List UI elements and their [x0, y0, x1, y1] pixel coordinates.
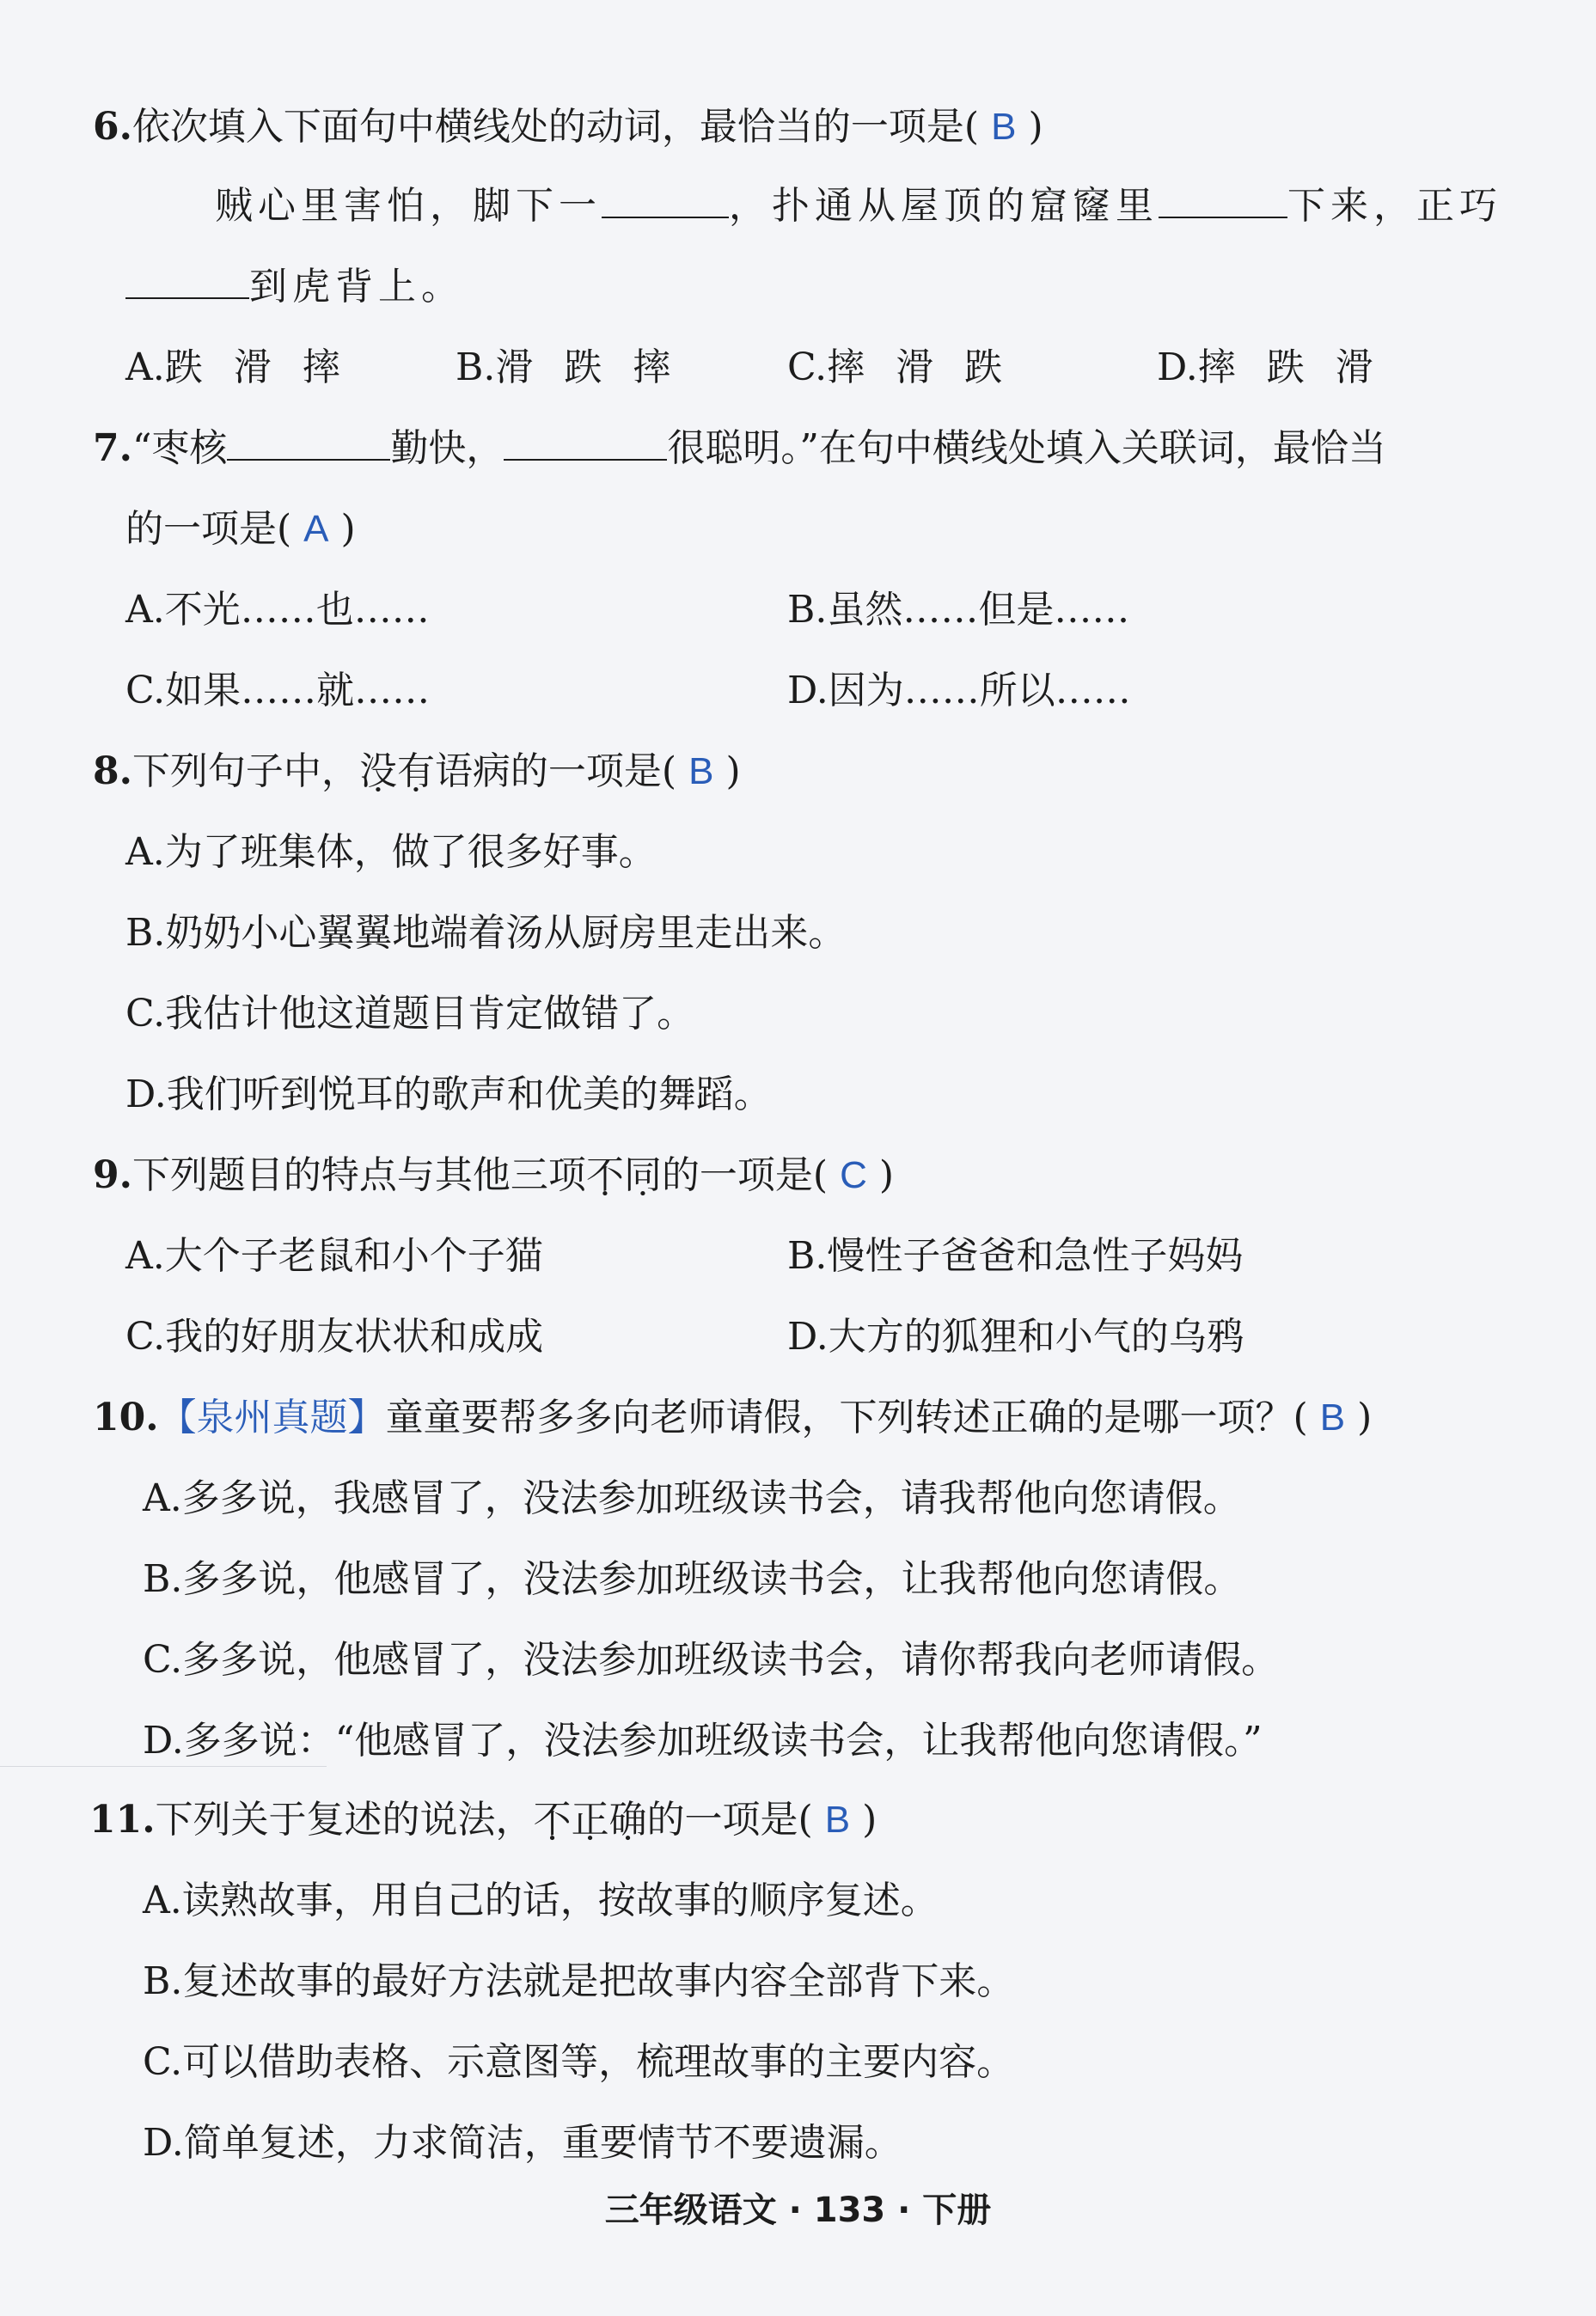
q10-option-d[interactable]: D.多多说：“他感冒了，没法参加班级读书会，让我帮他向您请假。” — [143, 1719, 1263, 1763]
q11-option-a[interactable]: A.读熟故事，用自己的话，按故事的顺序复述。 — [143, 1879, 939, 1922]
q6-passage-a: 贼心里害怕，脚下一 — [215, 184, 602, 228]
q7-stem-a: “枣核 — [131, 426, 228, 470]
q8-stem-a: 下列句子中， — [131, 749, 359, 793]
q7-stem-line2 — [0, 505, 1596, 553]
q6-option-d[interactable]: D.摔 跌 滑 — [1157, 345, 1373, 389]
q9-option-b[interactable]: B.慢性子爸爸和急性子妈妈 — [787, 1234, 1244, 1278]
q7-option-b[interactable]: B.虽然……但是…… — [787, 588, 1130, 632]
q6-option-b[interactable]: B.滑 跌 摔 — [456, 345, 671, 389]
q6-answer: B — [991, 106, 1017, 148]
q11-emphasis-2: 正 — [571, 1798, 609, 1842]
q7-stem-c: 很聪明。”在句中横线处填入关联词，最恰当 — [667, 426, 1386, 470]
q9-stem-b: 的一项是( — [661, 1153, 829, 1197]
q6-blank-1 — [602, 182, 729, 218]
q6-stem — [0, 103, 1596, 151]
q6-passage-line1 — [0, 182, 1596, 230]
q8-option-a[interactable]: A.为了班集体，做了很多好事。 — [125, 830, 657, 874]
q11-stem-b: 的一项是( — [646, 1798, 813, 1842]
q7-answer: A — [303, 508, 329, 550]
q8-close: ) — [725, 749, 741, 793]
q7-stem — [0, 425, 1596, 473]
q9-emphasis-1: 不 — [585, 1153, 624, 1197]
q8-number: 8. — [93, 749, 132, 793]
scan-divider — [0, 1766, 327, 1767]
q10-option-b[interactable]: B.多多说，他感冒了，没法参加班级读书会，让我帮他向您请假。 — [143, 1557, 1242, 1601]
q6-stem-text: 依次填入下面句中横线处的动词，最恰当的一项是( — [131, 105, 980, 149]
q11-emphasis-1: 不 — [533, 1798, 572, 1842]
q7-blank-1 — [227, 425, 390, 461]
q7-option-a[interactable]: A.不光……也…… — [125, 588, 430, 632]
page-footer: 三年级语文 · 133 · 下册 — [604, 2191, 992, 2230]
q10-close: ) — [1357, 1396, 1373, 1439]
q6-option-c[interactable]: C.摔 滑 跌 — [787, 345, 1003, 389]
q9-option-c[interactable]: C.我的好朋友状状和成成 — [125, 1315, 544, 1359]
q10-source-tag: 【泉州真题】 — [158, 1396, 386, 1439]
q11-stem-a: 下列关于复述的说法， — [155, 1798, 534, 1842]
q10-number: 10. — [93, 1396, 159, 1439]
q8-stem — [0, 748, 1596, 796]
q9-stem — [0, 1152, 1596, 1200]
q6-passage-line2 — [0, 263, 1596, 311]
q7-stem-b: 勤快， — [390, 426, 504, 470]
q10-option-a[interactable]: A.多多说，我感冒了，没法参加班级读书会，请我帮他向您请假。 — [143, 1476, 1241, 1520]
q10-stem — [0, 1394, 1596, 1442]
q7-number: 7. — [93, 426, 132, 470]
q11-close: ) — [862, 1798, 877, 1842]
q8-answer: B — [688, 750, 714, 792]
q8-option-b[interactable]: B.奶奶小心翼翼地端着汤从厨房里走出来。 — [125, 911, 847, 955]
q11-option-b[interactable]: B.复述故事的最好方法就是把故事内容全部背下来。 — [143, 1959, 1015, 2003]
q11-emphasis-3: 确 — [608, 1798, 647, 1842]
q10-stem-text: 童童要帮多多向老师请假，下列转述正确的是哪一项？( — [385, 1396, 1308, 1439]
q7-stem-d: 的一项是( — [125, 507, 292, 551]
q11-answer: B — [824, 1799, 851, 1841]
q9-option-a[interactable]: A.大个子老鼠和小个子猫 — [125, 1234, 543, 1278]
q7-blank-2 — [504, 425, 667, 461]
q7-option-c[interactable]: C.如果……就…… — [125, 669, 431, 712]
q6-blank-3 — [125, 263, 249, 299]
q8-emphasis-2: 有 — [396, 749, 435, 793]
q10-answer: B — [1319, 1396, 1346, 1439]
q6-option-a[interactable]: A.跌 滑 摔 — [125, 345, 340, 389]
q9-number: 9. — [93, 1153, 132, 1197]
q9-stem-a: 下列题目的特点与其他三项 — [131, 1153, 586, 1197]
q6-number: 6. — [93, 105, 132, 149]
q8-stem-b: 语病的一项是( — [434, 749, 677, 793]
q6-close: ) — [1028, 105, 1043, 149]
q11-number: 11. — [89, 1798, 156, 1842]
q11-stem — [0, 1796, 1596, 1844]
q7-close: ) — [340, 507, 356, 551]
q11-option-d[interactable]: D.简单复述，力求简洁，重要情节不要遗漏。 — [143, 2121, 902, 2165]
q10-option-c[interactable]: C.多多说，他感冒了，没法参加班级读书会，请你帮我向老师请假。 — [143, 1638, 1280, 1682]
q9-emphasis-2: 同 — [623, 1153, 662, 1197]
q9-answer: C — [840, 1154, 867, 1196]
q6-passage-c: 下来，正巧 — [1287, 184, 1502, 228]
q8-emphasis-1: 没 — [358, 749, 397, 793]
q6-passage-d: 到虎背上。 — [249, 265, 464, 309]
q9-close: ) — [878, 1153, 895, 1197]
q8-option-d[interactable]: D.我们听到悦耳的歌声和优美的舞蹈。 — [125, 1072, 772, 1116]
q6-blank-2 — [1159, 182, 1287, 218]
q8-option-c[interactable]: C.我估计他这道题目肯定做错了。 — [125, 992, 695, 1036]
q11-option-c[interactable]: C.可以借助表格、示意图等，梳理故事的主要内容。 — [143, 2040, 1015, 2084]
q7-option-d[interactable]: D.因为……所以…… — [787, 669, 1131, 712]
q6-passage-b: ，扑通从屋顶的窟窿里 — [729, 184, 1159, 228]
q9-option-d[interactable]: D.大方的狐狸和小气的乌鸦 — [787, 1315, 1244, 1359]
